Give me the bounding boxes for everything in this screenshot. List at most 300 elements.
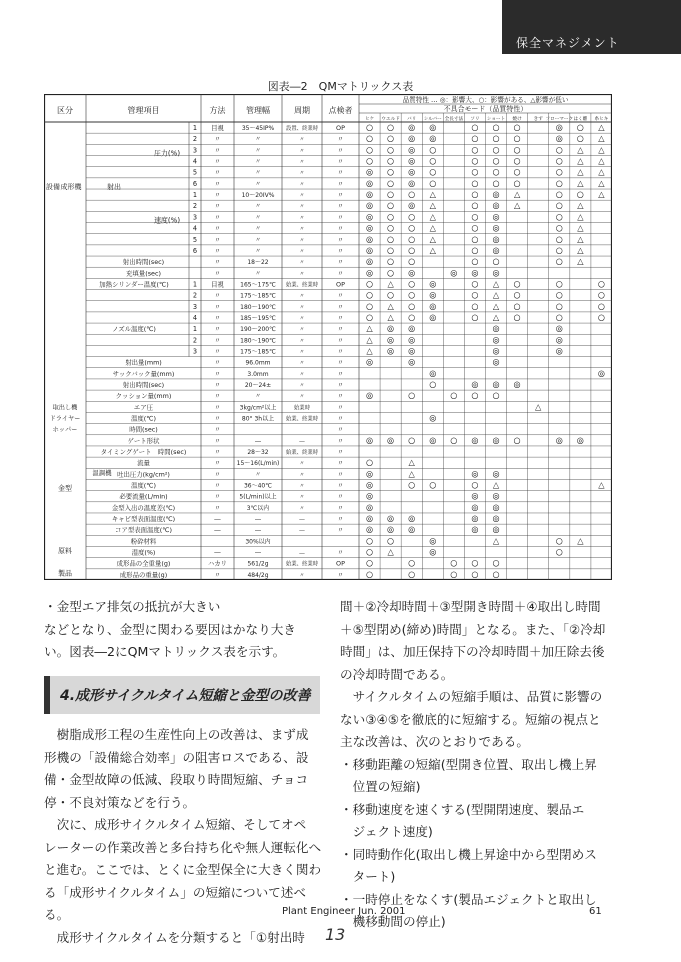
matrix-mark: ◎ [365, 222, 374, 233]
matrix-mark: ○ [471, 479, 479, 490]
matrix-mark: ◎ [365, 434, 374, 445]
matrix-mark: ○ [471, 390, 479, 401]
matrix-mark: ◎ [365, 233, 374, 244]
matrix-mark: ○ [365, 535, 374, 546]
row-method: 〃 [214, 325, 221, 334]
matrix-mark: △ [598, 189, 605, 200]
row-method: 〃 [214, 503, 221, 512]
row-item: 成形品の全重量(g) [116, 559, 171, 568]
row-period: 〃 [299, 170, 305, 177]
paragraph-line: 次に、成形サイクルタイム短縮、そしてオペ [44, 817, 307, 832]
matrix-mark: ○ [492, 568, 500, 579]
row-range: 〃 [254, 471, 262, 479]
matrix-mark: ◎ [492, 267, 500, 278]
matrix-mark: ○ [408, 300, 416, 311]
row-method: 目視 [211, 124, 224, 133]
row-no: 4 [192, 224, 198, 233]
matrix-mark: ◎ [429, 367, 437, 378]
row-method: 〃 [214, 447, 221, 456]
row-period: 始業、終業時 [285, 449, 319, 456]
row-item: 金型入出の温度差(℃) [111, 503, 176, 512]
matrix-mark: ○ [429, 166, 437, 177]
matrix-mark: ◎ [555, 323, 563, 334]
matrix-mark: △ [366, 334, 373, 345]
section-tag [502, 0, 681, 54]
matrix-mark: △ [577, 211, 584, 222]
row-period: 始業、終業時 [285, 282, 319, 289]
matrix-mark: ○ [555, 144, 563, 155]
matrix-mark: ○ [387, 155, 395, 166]
matrix-mark: ○ [365, 557, 374, 568]
matrix-mark: ◎ [365, 390, 374, 401]
row-range: 〃 [254, 236, 262, 244]
row-no: 3 [192, 302, 198, 311]
group-shashutsu: 射出 [107, 183, 121, 192]
matrix-mark: ○ [408, 311, 416, 322]
matrix-mark: ○ [513, 289, 521, 300]
row-method: 〃 [214, 246, 221, 255]
group-genryo: 原料 [58, 547, 72, 556]
matrix-mark: ◎ [408, 345, 416, 356]
matrix-mark: ◎ [408, 200, 416, 211]
row-range: 〃 [254, 247, 262, 255]
paragraph-line: 形機の「設備総合効率」の阻害ロスである、設 [44, 749, 309, 765]
matrix-mark: ○ [408, 256, 416, 267]
paragraph-line: ・一時停止をなくす(製品エジェクトと取出し [340, 891, 597, 907]
group-seikeiki: 成形機 [60, 183, 82, 192]
matrix-mark: ◎ [365, 244, 374, 255]
row-range: 〃 [254, 169, 262, 177]
paragraph-line: 備・金型故障の低減、段取り時間短縮、チョコ [44, 772, 309, 787]
matrix-mark: ◎ [365, 513, 374, 524]
matrix-mark: △ [429, 189, 436, 200]
matrix-mark: △ [492, 311, 500, 322]
row-method: 〃 [214, 369, 221, 378]
row-checker: 〃 [337, 526, 344, 535]
row-no: 5 [192, 235, 198, 244]
row-method: 〃 [214, 425, 221, 434]
matrix-mark: ○ [365, 122, 374, 133]
matrix-mark: ◎ [492, 200, 500, 211]
matrix-mark: ◎ [365, 479, 374, 490]
matrix-mark: ○ [471, 244, 479, 255]
row-method: ハカリ [207, 559, 228, 568]
matrix-mark: ○ [408, 390, 416, 401]
matrix-mark: ○ [429, 479, 437, 490]
header-mode-5: ソリ [470, 117, 480, 122]
matrix-mark: △ [429, 200, 436, 211]
matrix-mark: ○ [492, 122, 500, 133]
matrix-mark: ○ [365, 300, 374, 311]
matrix-mark: ○ [387, 211, 395, 222]
row-checker: 〃 [337, 191, 344, 200]
row-checker: 〃 [337, 392, 344, 401]
matrix-mark: ○ [471, 166, 479, 177]
row-checker: 〃 [337, 146, 344, 155]
row-checker: 〃 [337, 291, 344, 300]
matrix-mark: ◎ [492, 434, 500, 445]
header-mode-2: バリ [407, 117, 417, 122]
row-range: ― [255, 516, 261, 524]
row-checker: 〃 [337, 570, 344, 579]
row-checker: 〃 [337, 246, 344, 255]
matrix-mark: △ [598, 133, 605, 144]
matrix-mark: △ [577, 200, 584, 211]
row-no: 2 [192, 336, 198, 345]
matrix-mark: ◎ [365, 501, 374, 512]
matrix-mark: ◎ [555, 122, 563, 133]
matrix-mark: ◎ [408, 122, 416, 133]
paragraph-line: サイクルタイムの短縮手順は、品質に影響の [340, 689, 603, 704]
matrix-mark: ○ [555, 535, 563, 546]
row-checker: 〃 [337, 369, 344, 378]
paragraph-line: ・移動距離の短縮(型開き位置、取出し機上昇 [340, 756, 597, 772]
row-range: 〃 [254, 393, 262, 401]
row-checker: 〃 [337, 179, 344, 188]
matrix-mark: ◎ [555, 345, 563, 356]
matrix-mark: ○ [555, 244, 563, 255]
row-period: 〃 [299, 461, 305, 468]
matrix-mark: ○ [471, 278, 479, 289]
matrix-mark: ○ [450, 568, 458, 579]
row-period: 〃 [299, 293, 305, 300]
matrix-mark: ○ [387, 177, 395, 188]
matrix-mark: ◎ [365, 211, 374, 222]
row-checker: 〃 [337, 269, 344, 278]
row-method: 〃 [214, 179, 221, 188]
row-period: 〃 [299, 360, 305, 367]
matrix-mark: ○ [471, 211, 479, 222]
matrix-mark: ○ [408, 233, 416, 244]
group-ondocho: 温調機 [92, 468, 112, 477]
matrix-mark: △ [429, 233, 436, 244]
row-no: 3 [192, 347, 198, 356]
matrix-mark: ◎ [429, 122, 437, 133]
matrix-mark: ○ [408, 222, 416, 233]
row-range: 561/2g [247, 560, 269, 568]
matrix-mark: ◎ [387, 334, 395, 345]
row-period: 〃 [299, 226, 305, 233]
matrix-mark: ◎ [429, 412, 437, 423]
matrix-mark: ○ [555, 222, 563, 233]
matrix-mark: ◎ [471, 501, 479, 512]
matrix-mark: ○ [471, 300, 479, 311]
header-mode-9: フローマーク [545, 117, 574, 122]
row-period: 〃 [299, 483, 305, 490]
matrix-mark: ○ [555, 256, 563, 267]
row-kubun: ドライヤー [49, 415, 81, 423]
matrix-mark: △ [429, 222, 436, 233]
row-no: 5 [192, 168, 198, 177]
matrix-mark: ○ [555, 233, 563, 244]
matrix-mark: ◎ [492, 501, 500, 512]
row-range: 484/2g [247, 571, 269, 579]
matrix-mark: ○ [492, 155, 500, 166]
matrix-mark: ○ [408, 189, 416, 200]
matrix-mark: ○ [471, 222, 479, 233]
matrix-mark: ○ [555, 300, 563, 311]
matrix-mark: ○ [555, 546, 563, 557]
row-range: 96.0mm [245, 359, 271, 367]
row-item: クッション量(mm) [115, 392, 172, 401]
matrix-mark: ○ [365, 278, 374, 289]
matrix-mark: ◎ [471, 513, 479, 524]
row-checker: 〃 [337, 202, 344, 211]
matrix-mark: △ [598, 155, 605, 166]
matrix-mark: ○ [408, 479, 416, 490]
row-checker: 〃 [337, 425, 344, 434]
matrix-mark: ○ [365, 457, 374, 468]
row-period: 始業、終業時 [285, 416, 319, 423]
row-range: 〃 [254, 214, 262, 222]
row-period: 〃 [299, 572, 305, 579]
row-range: 20～24± [244, 381, 272, 389]
row-method: 〃 [214, 157, 221, 166]
row-checker: 〃 [337, 459, 344, 468]
matrix-mark: ○ [387, 244, 395, 255]
row-item: 流量 [137, 459, 150, 468]
header-mode-10: はく離 [573, 117, 588, 122]
row-checker: OP [336, 280, 345, 289]
paragraph-line: る「成形サイクルタイム」の短縮について述べる。 [44, 884, 306, 922]
row-period: ― [299, 438, 305, 445]
paragraph-line: の冷却時間である。 [340, 666, 454, 682]
matrix-mark: ◎ [429, 546, 437, 557]
matrix-mark: ◎ [408, 133, 416, 144]
matrix-mark: ◎ [429, 289, 437, 300]
row-period: 〃 [299, 304, 305, 311]
row-range: ― [255, 549, 261, 557]
matrix-mark: ○ [555, 200, 563, 211]
row-no: 4 [192, 313, 198, 322]
matrix-mark: △ [408, 457, 415, 468]
matrix-mark: ○ [450, 390, 458, 401]
row-checker: 〃 [337, 380, 344, 389]
matrix-mark: ◎ [408, 267, 416, 278]
row-period: 〃 [299, 315, 305, 322]
matrix-mark: ○ [492, 166, 500, 177]
header-kubun: 区分 [57, 106, 73, 115]
row-range: 〃 [254, 225, 262, 233]
matrix-mark: ○ [408, 434, 416, 445]
matrix-mark: ◎ [492, 356, 500, 367]
matrix-mark: ◎ [365, 490, 374, 501]
matrix-mark: ○ [408, 244, 416, 255]
row-period: 〃 [299, 382, 305, 389]
row-no: 2 [192, 291, 198, 300]
matrix-mark: ◎ [365, 256, 374, 267]
matrix-mark: ◎ [471, 267, 479, 278]
matrix-mark: ○ [492, 144, 500, 155]
row-range: 〃 [254, 147, 262, 155]
paragraph-line: と進む。ここでは、とくに金型保全に大きく関わ [44, 862, 322, 877]
row-method: 〃 [214, 213, 221, 222]
paragraph-line: ・移動速度を速くする(型開閉速度、製品エ [340, 801, 585, 817]
matrix-mark: ○ [576, 122, 584, 133]
row-period: 〃 [299, 327, 305, 334]
row-kubun: 取出し機 [52, 404, 78, 412]
header-tenkensha: 点検者 [328, 106, 353, 115]
matrix-mark: ◎ [365, 166, 374, 177]
matrix-mark: △ [577, 144, 584, 155]
row-period: ― [299, 528, 305, 535]
paragraph-line: レーターの作業改善と多台持ち化や無人運転化へ [44, 839, 322, 855]
row-method: 〃 [214, 269, 221, 278]
header-shuki: 周期 [294, 106, 310, 115]
matrix-mark: ◎ [576, 434, 584, 445]
matrix-mark: ◎ [492, 233, 500, 244]
matrix-mark: △ [492, 479, 500, 490]
matrix-mark: △ [577, 166, 584, 177]
matrix-mark: △ [577, 222, 584, 233]
matrix-mark: ○ [597, 300, 606, 311]
row-range: 36～40℃ [243, 482, 273, 490]
row-item: ゲート形状 [127, 436, 160, 445]
row-method: 〃 [214, 492, 221, 501]
row-checker: 〃 [337, 481, 344, 490]
row-range: ― [255, 527, 261, 535]
matrix-mark: ◎ [408, 166, 416, 177]
matrix-mark: ◎ [365, 200, 374, 211]
matrix-mark: ○ [597, 289, 606, 300]
matrix-mark: ○ [513, 300, 521, 311]
matrix-mark: ○ [365, 155, 374, 166]
matrix-mark: ○ [555, 311, 563, 322]
matrix-mark: ◎ [471, 378, 479, 389]
matrix-mark: ◎ [492, 334, 500, 345]
matrix-mark: ○ [492, 133, 500, 144]
row-no: 1 [192, 325, 198, 334]
row-checker: 〃 [337, 503, 344, 512]
row-period: 〃 [299, 137, 305, 144]
matrix-mark: △ [366, 345, 373, 356]
header-mode-3: シルバー [423, 117, 442, 122]
matrix-mark: ◎ [429, 535, 437, 546]
row-no: 6 [192, 246, 198, 255]
matrix-mark: ○ [492, 390, 500, 401]
matrix-mark: ◎ [387, 513, 395, 524]
row-no: 3 [192, 146, 198, 155]
group-seihin: 製品 [58, 569, 72, 578]
paragraph-line: ・金型エア排気の抵抗が大きい [44, 599, 221, 614]
row-no: 2 [192, 135, 198, 144]
row-method: 〃 [214, 380, 221, 389]
row-checker: 〃 [337, 302, 344, 311]
matrix-mark: ◎ [408, 177, 416, 188]
row-item: 粉砕材料 [130, 537, 157, 546]
group-setsubi: 設備 [46, 183, 60, 192]
row-checker: 〃 [337, 157, 344, 166]
header-quality-legend: 品質特性 … ◎：影響大、○：影響がある、△影響が低い [402, 96, 569, 104]
row-item: 射出時間(sec) [122, 258, 165, 267]
matrix-mark: ○ [513, 166, 521, 177]
row-item: 充填量(sec) [126, 269, 161, 278]
page-number: 61 [589, 906, 602, 917]
row-method: 〃 [214, 470, 221, 479]
row-item: 吐出圧力(kg/cm²) [117, 470, 170, 479]
matrix-mark: △ [366, 323, 373, 334]
row-period: 〃 [299, 148, 305, 155]
row-method: ― [214, 526, 221, 535]
row-checker: 〃 [337, 447, 344, 456]
row-period: 〃 [299, 271, 305, 278]
paragraph-line: ジェクト速度) [340, 824, 433, 839]
row-range: 180～190℃ [240, 337, 276, 345]
matrix-mark: △ [429, 211, 436, 222]
matrix-mark: △ [598, 177, 605, 188]
row-checker: OP [336, 559, 345, 568]
matrix-mark: ◎ [471, 490, 479, 501]
paragraph-line: タート) [340, 869, 396, 884]
row-method: 〃 [214, 302, 221, 311]
row-period: 〃 [299, 181, 305, 188]
row-method: ― [214, 515, 221, 524]
matrix-mark: ◎ [492, 524, 500, 535]
row-no: 3 [192, 213, 198, 222]
matrix-mark: ◎ [365, 468, 374, 479]
row-method: ― [214, 548, 221, 557]
row-item: 時間(sec) [129, 425, 158, 434]
matrix-mark: ◎ [597, 367, 606, 378]
row-period: 〃 [299, 193, 305, 200]
row-range: 〃 [254, 158, 262, 166]
row-no: 2 [192, 202, 198, 211]
row-method: 〃 [214, 436, 221, 445]
matrix-mark: △ [598, 122, 605, 133]
matrix-mark: ◎ [408, 334, 416, 345]
matrix-mark: ○ [387, 535, 395, 546]
row-range: 190～200℃ [240, 326, 276, 334]
row-item: 射出量(mm) [125, 358, 162, 367]
row-period: 〃 [299, 371, 305, 378]
row-no: 1 [192, 124, 198, 133]
row-period: 〃 [299, 237, 305, 244]
row-period: 〃 [299, 394, 305, 401]
matrix-mark: ○ [471, 568, 479, 579]
matrix-mark: ○ [471, 233, 479, 244]
matrix-mark: ○ [492, 557, 500, 568]
matrix-mark: ○ [408, 568, 416, 579]
header-kanrichi: 管理幅 [246, 106, 270, 115]
row-kubun: ホッパー [52, 426, 78, 434]
matrix-mark: ○ [555, 155, 563, 166]
row-period: 始業時 [293, 405, 311, 412]
row-method: 〃 [214, 459, 221, 468]
row-checker: 〃 [337, 313, 344, 322]
handwritten-number: 13 [325, 925, 346, 944]
matrix-mark: △ [492, 535, 500, 546]
row-period: 始業、終業時 [285, 561, 319, 568]
header-mode-7: 焼け [512, 117, 522, 122]
row-range: 10～20IV% [241, 192, 275, 200]
row-item: タイミングゲート 時間(sec) [100, 447, 187, 456]
matrix-mark: ○ [429, 155, 437, 166]
matrix-mark: ◎ [492, 222, 500, 233]
matrix-mark: ○ [471, 133, 479, 144]
row-period: 〃 [299, 248, 305, 255]
matrix-mark: △ [387, 311, 394, 322]
row-method: 〃 [214, 347, 221, 356]
matrix-mark: ◎ [492, 378, 500, 389]
row-range: 3kg/cm²以上 [239, 404, 277, 412]
row-period: 〃 [299, 349, 305, 356]
matrix-mark: ◎ [387, 323, 395, 334]
matrix-mark: ○ [365, 133, 374, 144]
row-range: 28～32 [247, 448, 269, 456]
matrix-mark: ○ [555, 211, 563, 222]
matrix-mark: △ [535, 401, 542, 412]
matrix-mark: ◎ [365, 177, 374, 188]
